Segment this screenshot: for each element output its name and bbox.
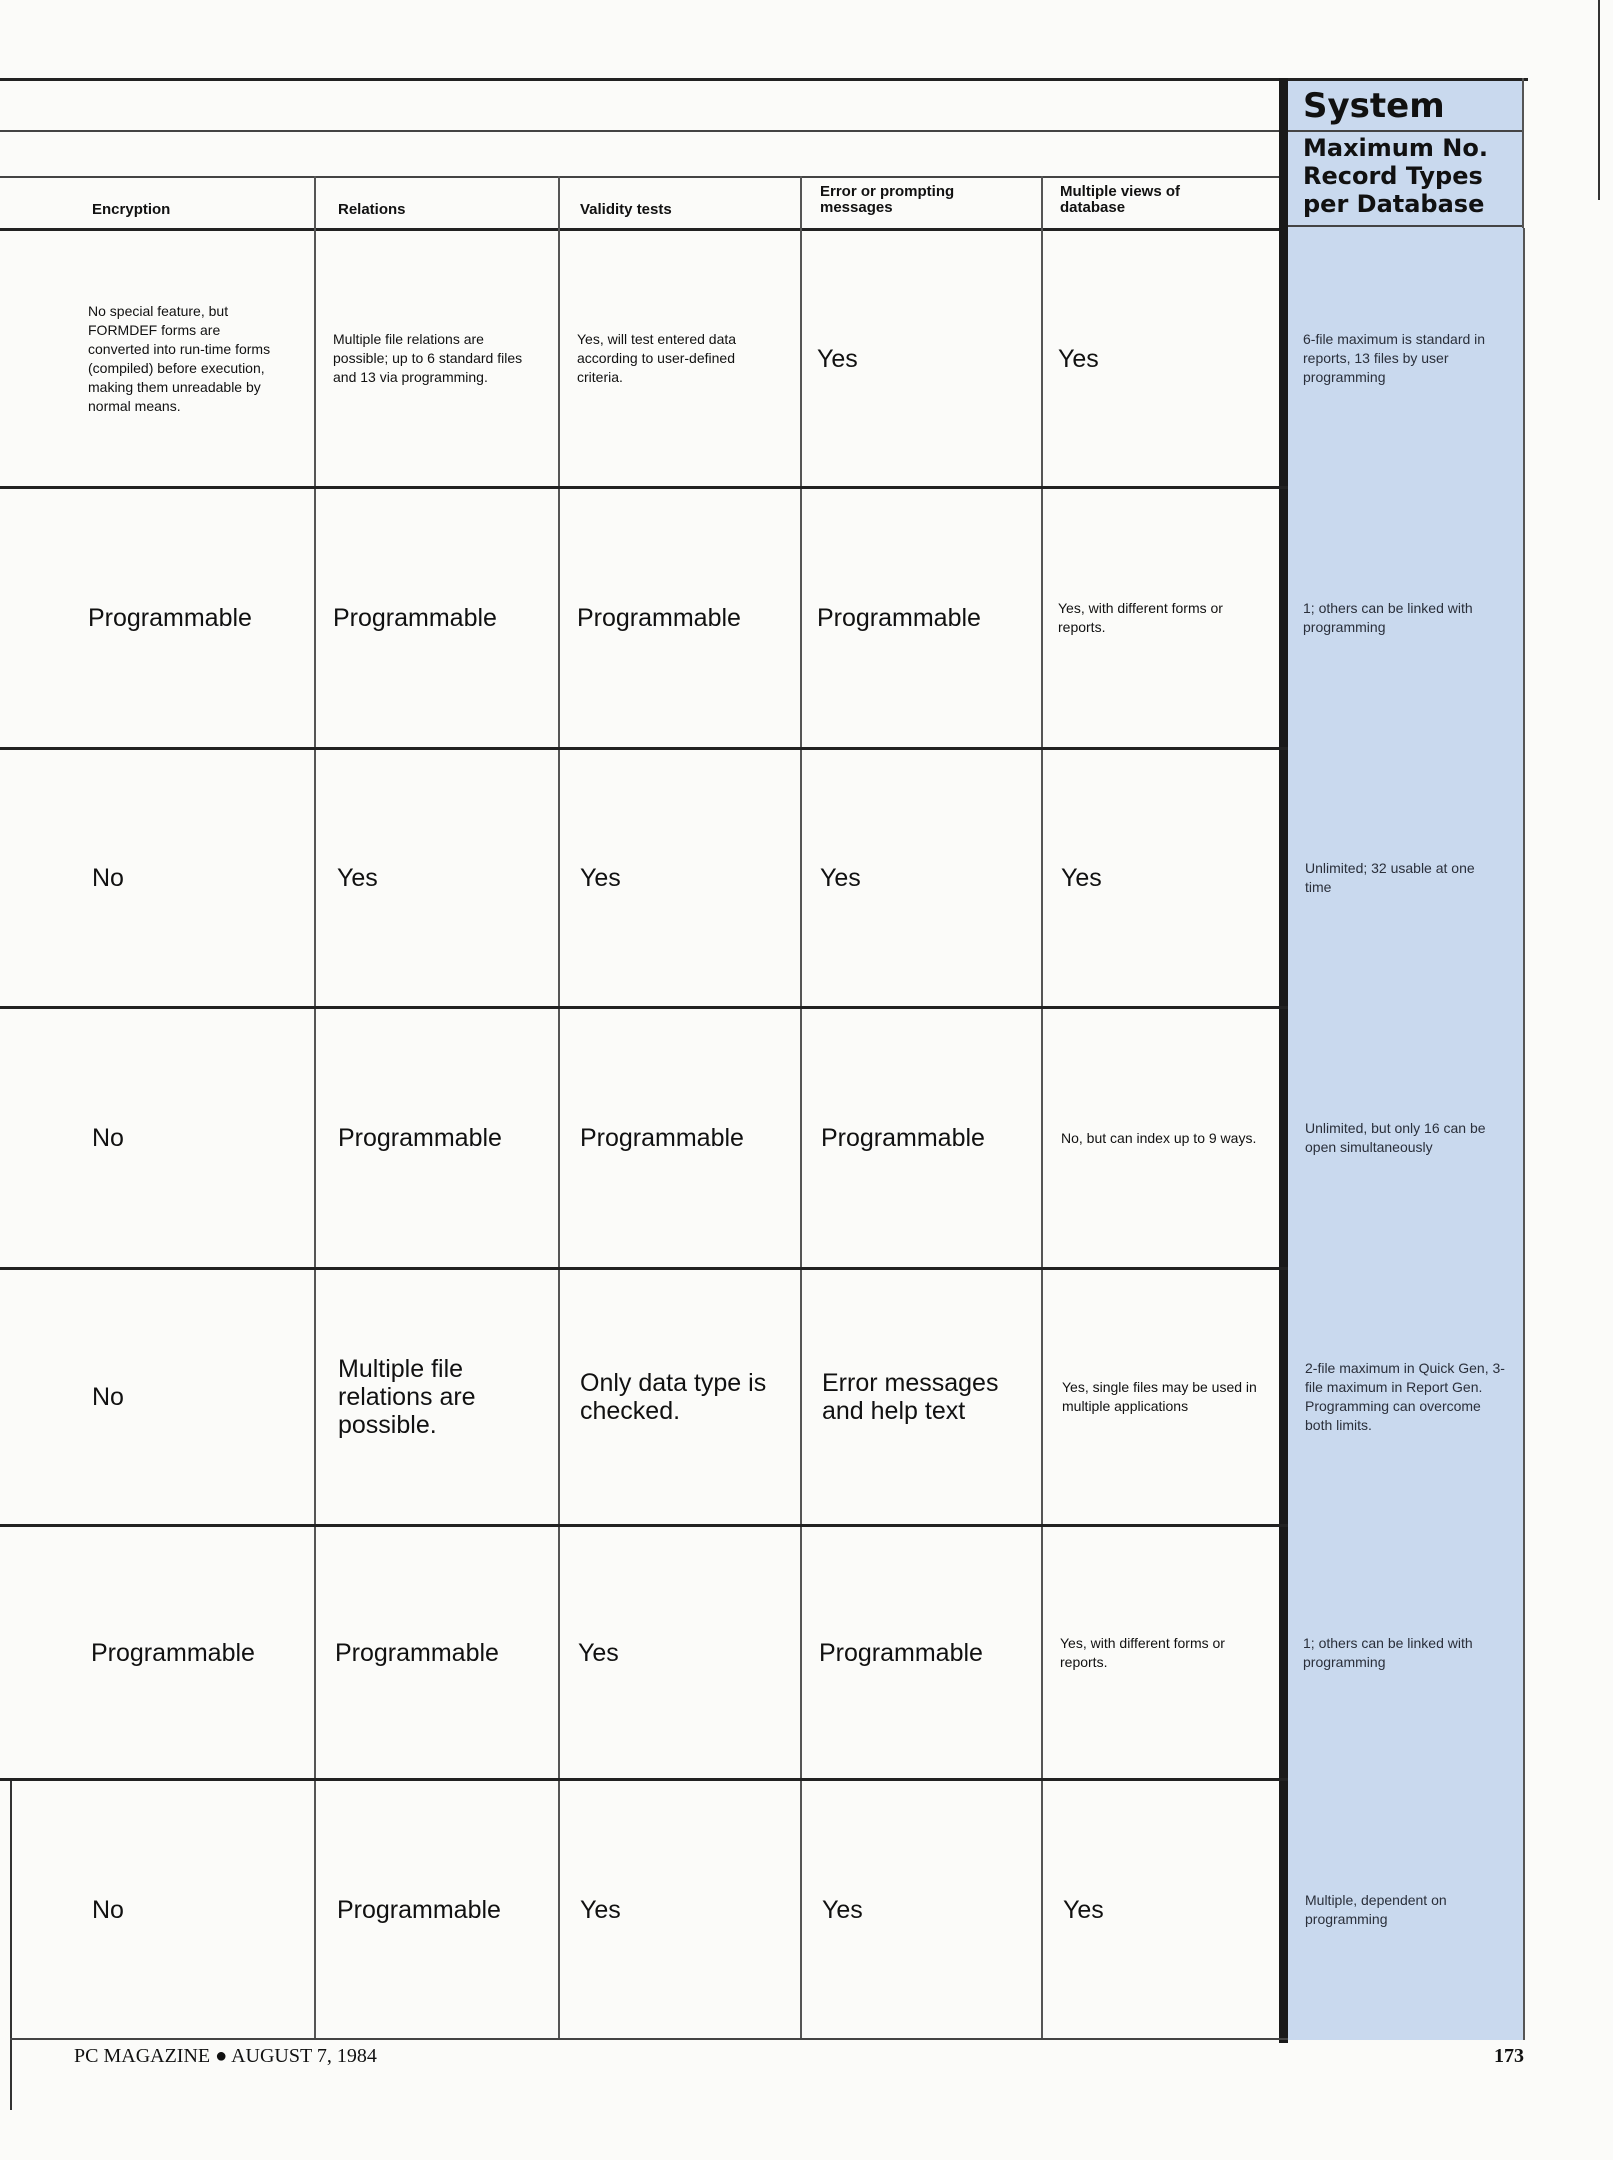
cell-text: Yes	[337, 864, 378, 892]
table-cell	[819, 1527, 1039, 1778]
column-header-encryption: Encryption	[92, 201, 171, 218]
cell-text: Yes, will test entered data according to user-defined criteria.	[577, 331, 737, 385]
cell-text: Yes	[580, 1895, 621, 1924]
footer-page-number: 173	[1494, 2045, 1524, 2067]
table-cell	[88, 231, 278, 486]
cell-text: Yes	[822, 1895, 863, 1924]
table-cell	[578, 1527, 788, 1778]
cell-text: Programmable	[337, 1895, 501, 1924]
table-cell	[338, 1009, 553, 1267]
column-divider-3	[800, 176, 802, 2040]
table-cell	[337, 1781, 552, 2038]
cell-text: Multiple file relations are possible.	[338, 1355, 476, 1439]
cell-text: Programmable	[821, 1124, 985, 1152]
cell-text: 1; others can be linked with programming	[1303, 1634, 1473, 1670]
system-column-right-edge	[1523, 228, 1525, 2040]
header-rule-2	[0, 130, 1288, 132]
column-header-validity-tests: Validity tests	[580, 201, 672, 218]
table-cell	[1058, 231, 1268, 486]
column-header-error-messages: Error or prompting messages	[820, 183, 955, 216]
cell-text: Programmable	[338, 1124, 502, 1152]
page-edge-rule	[1598, 0, 1600, 200]
table-cell	[92, 1009, 302, 1267]
table-cell	[580, 750, 790, 1006]
table-cell	[580, 1270, 770, 1524]
top-rule	[0, 78, 1528, 81]
system-column-right-border	[1522, 78, 1524, 228]
table-cell	[820, 750, 1030, 1006]
cell-text: Programmable	[577, 604, 741, 632]
table-cell	[1061, 1009, 1261, 1267]
cell-text: Unlimited; 32 usable at one time	[1305, 860, 1475, 895]
cell-text: Multiple file relations are possible; up to 6 standard files and 13 via programming.	[333, 331, 523, 385]
cell-text: No	[92, 864, 124, 892]
cell-text: Unlimited, but only 16 can be open simultaneously	[1305, 1120, 1486, 1155]
cell-text: Yes	[817, 344, 858, 373]
cell-text: Yes	[1058, 344, 1099, 373]
cell-text: 6-file maximum is standard in reports, 13 files by user programming	[1303, 331, 1486, 385]
table-cell	[88, 489, 308, 747]
cell-text: Programmable	[333, 604, 497, 632]
table-cell	[577, 231, 777, 486]
cell-text: Programmable	[88, 604, 252, 632]
cell-text: Only data type is checked.	[580, 1369, 767, 1425]
system-sub-rule	[1288, 225, 1524, 227]
cell-text: No	[92, 1895, 124, 1924]
table-cell	[92, 1270, 302, 1524]
cell-text: No	[92, 1124, 124, 1152]
table-cell	[577, 489, 797, 747]
cell-text: No special feature, but FORMDEF forms are converted into run-time forms (compiled) before execution, making them unreadable by normal means.	[88, 302, 271, 414]
table-cell	[817, 489, 1037, 747]
table-cell	[822, 1270, 1027, 1524]
cell-text: Yes	[820, 864, 861, 892]
cell-text: Yes, with different forms or reports.	[1060, 1634, 1225, 1670]
cell-text: Programmable	[819, 1638, 983, 1667]
max-records-cell	[1305, 1009, 1505, 1267]
table-cell	[1060, 1527, 1255, 1778]
column-divider-1	[314, 176, 316, 2040]
system-title: System	[1303, 86, 1445, 126]
cell-text: Programmable	[91, 1638, 255, 1667]
table-cell	[580, 1009, 795, 1267]
table-cell	[338, 1270, 528, 1524]
cell-text: 2-file maximum in Quick Gen, 3-file maximum in Report Gen. Programming can overcome both limits.	[1305, 1360, 1505, 1433]
table-cell	[337, 750, 547, 1006]
cell-text: No	[92, 1383, 124, 1411]
cell-text: Yes, with different forms or reports.	[1058, 600, 1223, 635]
column-header-multiple-views: Multiple views of database	[1060, 183, 1181, 216]
system-column-left-border	[1279, 78, 1288, 2043]
max-records-cell	[1303, 489, 1493, 747]
table-bottom-rule	[10, 2038, 1288, 2040]
table-cell	[91, 1527, 311, 1778]
table-cell	[1062, 1270, 1257, 1524]
table-cell	[92, 750, 302, 1006]
max-records-cell	[1303, 231, 1503, 486]
table-cell	[333, 489, 553, 747]
cell-text: Yes	[1063, 1895, 1104, 1924]
table-cell	[821, 1009, 1036, 1267]
max-records-cell	[1305, 750, 1490, 1006]
cell-text: No, but can index up to 9 ways.	[1061, 1129, 1257, 1146]
system-subtitle: Maximum No. Record Types per Database	[1303, 134, 1488, 218]
cell-text: Multiple, dependent on programming	[1305, 1891, 1447, 1927]
cell-text: Yes, single files may be used in multiple applications	[1062, 1379, 1257, 1414]
table-cell	[822, 1781, 1032, 2038]
cell-text: Yes	[580, 864, 621, 892]
max-records-cell	[1303, 1527, 1493, 1778]
cell-text: Programmable	[580, 1124, 744, 1152]
table-cell	[1058, 489, 1253, 747]
table-cell	[817, 231, 1027, 486]
table-cell	[335, 1527, 555, 1778]
header-rule-3	[0, 176, 1288, 178]
table-cell	[92, 1781, 302, 2038]
table-cell	[333, 231, 538, 486]
cell-text: Yes	[578, 1638, 619, 1667]
table-cell	[580, 1781, 790, 2038]
table-cell	[1061, 750, 1271, 1006]
max-records-cell	[1305, 1781, 1495, 2038]
cell-text: Programmable	[817, 604, 981, 632]
table-cell	[1063, 1781, 1273, 2038]
system-title-rule	[1288, 130, 1524, 132]
column-divider-2	[558, 176, 560, 2040]
cell-text: Yes	[1061, 864, 1102, 892]
column-header-relations: Relations	[338, 201, 406, 218]
cell-text: Error messages and help text	[822, 1369, 999, 1425]
max-records-cell	[1305, 1270, 1505, 1524]
footer-publication: PC MAGAZINE ● AUGUST 7, 1984	[74, 2045, 377, 2067]
cell-text: Programmable	[335, 1638, 499, 1667]
left-margin-rule	[10, 1780, 12, 2110]
cell-text: 1; others can be linked with programming	[1303, 600, 1473, 635]
column-divider-4	[1041, 176, 1043, 2040]
